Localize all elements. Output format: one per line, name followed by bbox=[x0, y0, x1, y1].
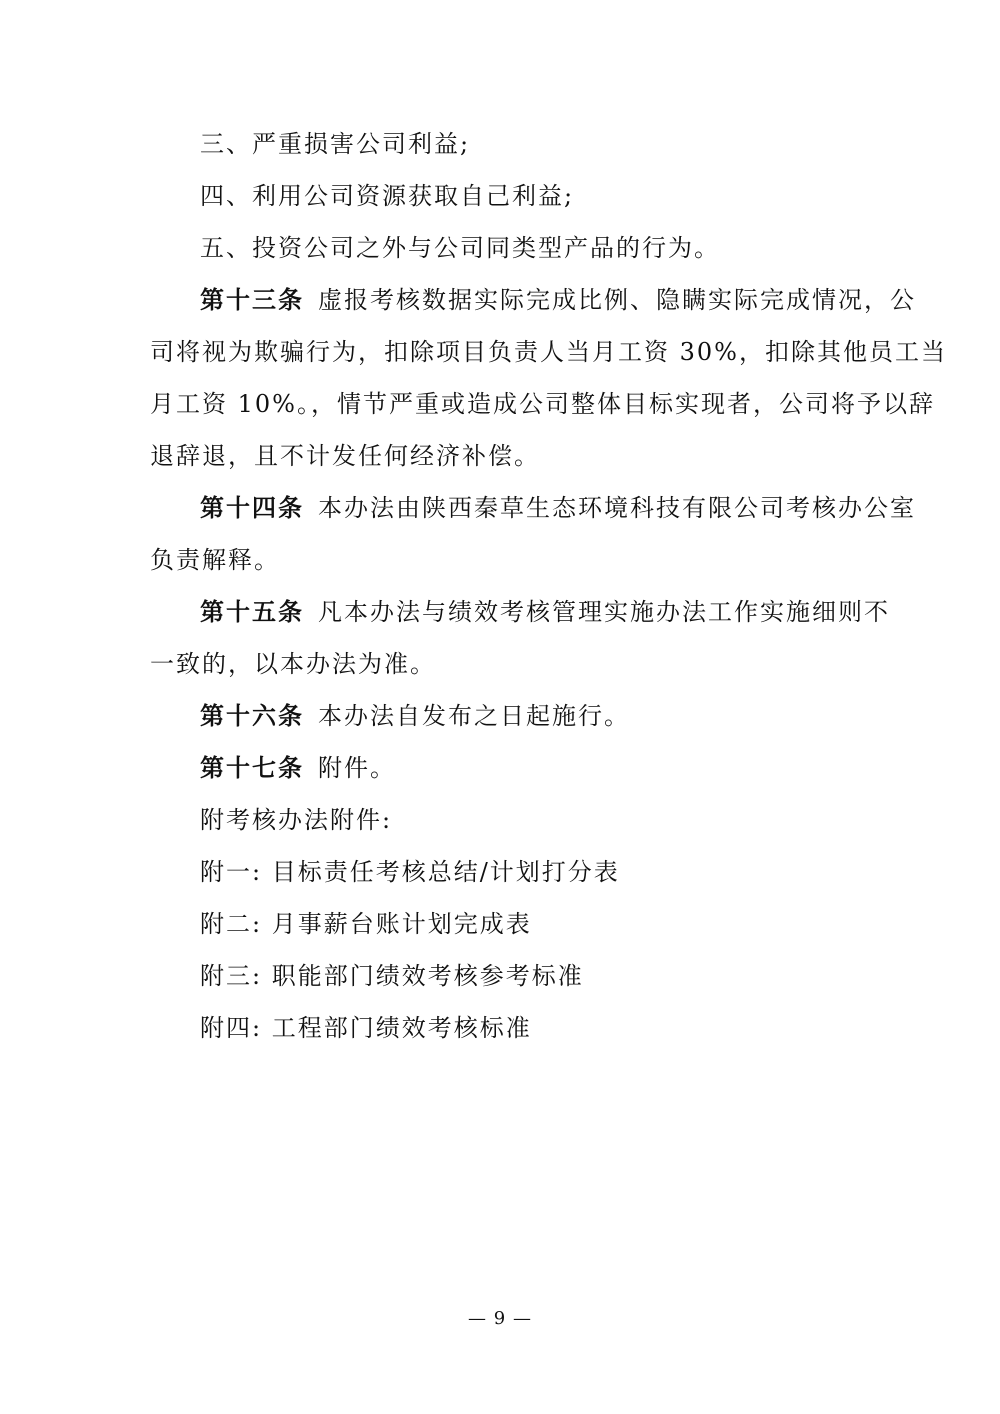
article-17-heading: 第十七条 bbox=[200, 753, 304, 782]
attachment-item: 附一: 目标责任考核总结/计划打分表 bbox=[200, 858, 620, 886]
list-item: 四、利用公司资源获取自己利益; bbox=[200, 182, 575, 210]
article-text: 退辞退，且不计发任何经济补偿。 bbox=[150, 442, 540, 470]
article-14-first-line bbox=[150, 482, 916, 534]
list-item: 五、投资公司之外与公司同类型产品的行为。 bbox=[200, 234, 720, 262]
article-text: 本办法由陕西秦草生态环境科技有限公司考核办公室 bbox=[318, 494, 916, 522]
article-14-heading: 第十四条 bbox=[200, 493, 304, 522]
article-text: 一致的，以本办法为准。 bbox=[150, 650, 436, 678]
article-text: 虚报考核数据实际完成比例、隐瞒实际完成情况，公 bbox=[318, 286, 916, 314]
article-text: 凡本办法与绩效考核管理实施办法工作实施细则不 bbox=[318, 598, 890, 626]
attachment-item: 附三: 职能部门绩效考核参考标准 bbox=[200, 962, 584, 990]
document-body bbox=[150, 118, 947, 1054]
attachments-intro: 附考核办法附件: bbox=[200, 806, 393, 834]
article-text: 附件。 bbox=[318, 754, 396, 782]
attachment-item: 附二: 月事薪台账计划完成表 bbox=[200, 910, 532, 938]
article-15-first-line bbox=[150, 586, 890, 638]
article-16-heading: 第十六条 bbox=[200, 701, 304, 730]
article-17-line bbox=[150, 742, 850, 794]
article-13-heading: 第十三条 bbox=[200, 285, 304, 314]
article-text: 司将视为欺骗行为，扣除项目负责人当月工资 30%，扣除其他员工当 bbox=[150, 338, 947, 366]
attachment-item: 附四: 工程部门绩效考核标准 bbox=[200, 1014, 532, 1042]
list-item: 三、严重损害公司利益; bbox=[200, 130, 471, 158]
article-text: 负责解释。 bbox=[150, 546, 280, 574]
page-number: — 9 — bbox=[468, 1308, 532, 1329]
article-16-line bbox=[150, 690, 850, 742]
article-13-first-line bbox=[150, 274, 916, 326]
article-text: 月工资 10%。，情节严重或造成公司整体目标实现者，公司将予以辞 bbox=[150, 390, 935, 418]
article-text: 本办法自发布之日起施行。 bbox=[318, 702, 630, 730]
article-15-heading: 第十五条 bbox=[200, 597, 304, 626]
